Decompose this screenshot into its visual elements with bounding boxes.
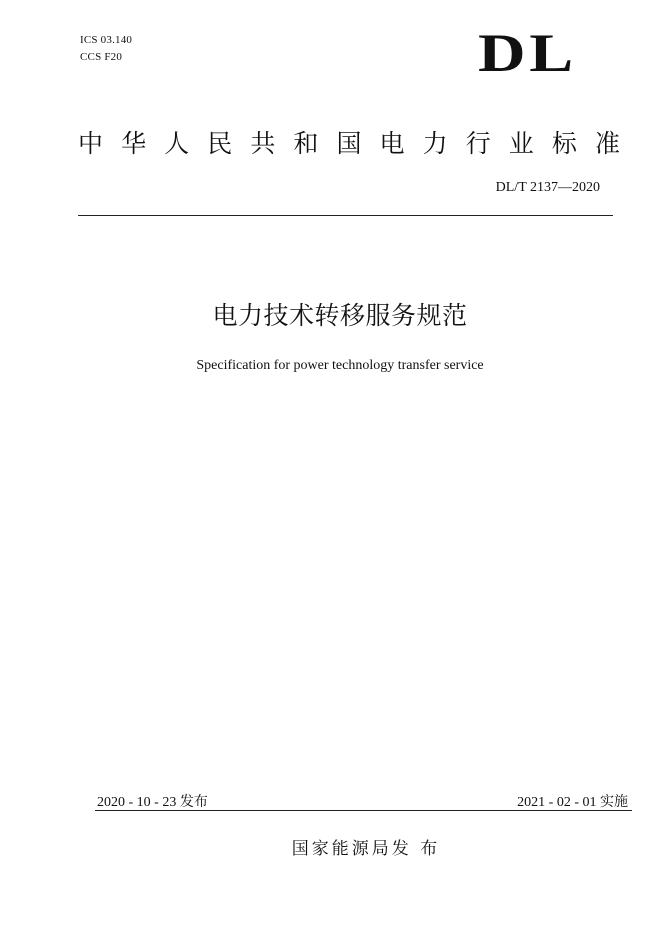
dl-logo: DL [478, 23, 577, 83]
org-title-char: 人 [164, 129, 190, 158]
issue-date: 2020 - 10 - 23 [97, 795, 180, 810]
org-title-char: 标 [551, 129, 577, 158]
org-title-char: 和 [293, 129, 319, 158]
ccs-code: CCS F20 [80, 51, 123, 63]
ics-code: ICS 03.140 [80, 34, 133, 46]
publisher: 国家能源局发 布 [291, 839, 441, 859]
standard-number: DL/T 2137—2020 [495, 180, 600, 195]
date-divider [95, 810, 632, 811]
org-title-char: 民 [207, 129, 233, 158]
org-title-char: 力 [422, 129, 448, 158]
org-title-char: 国 [336, 129, 362, 158]
org-title-char: 共 [250, 129, 276, 158]
implementation-label: 实施 [600, 794, 628, 810]
issue-label: 发布 [179, 794, 208, 810]
org-title-char: 行 [465, 129, 491, 158]
org-title-char: 中 [78, 129, 104, 158]
implementation-date: 2021 - 02 - 01 [517, 795, 600, 810]
document-subtitle: Specification for power technology transfer service [196, 358, 484, 373]
org-title-char: 业 [508, 129, 534, 158]
org-standard-title [78, 128, 620, 160]
document-title: 电力技术转移服务规范 [212, 301, 468, 330]
org-title-char: 华 [121, 129, 147, 158]
header-divider [78, 215, 613, 216]
org-title-char: 电 [379, 129, 405, 158]
org-title-char: 准 [594, 129, 620, 158]
